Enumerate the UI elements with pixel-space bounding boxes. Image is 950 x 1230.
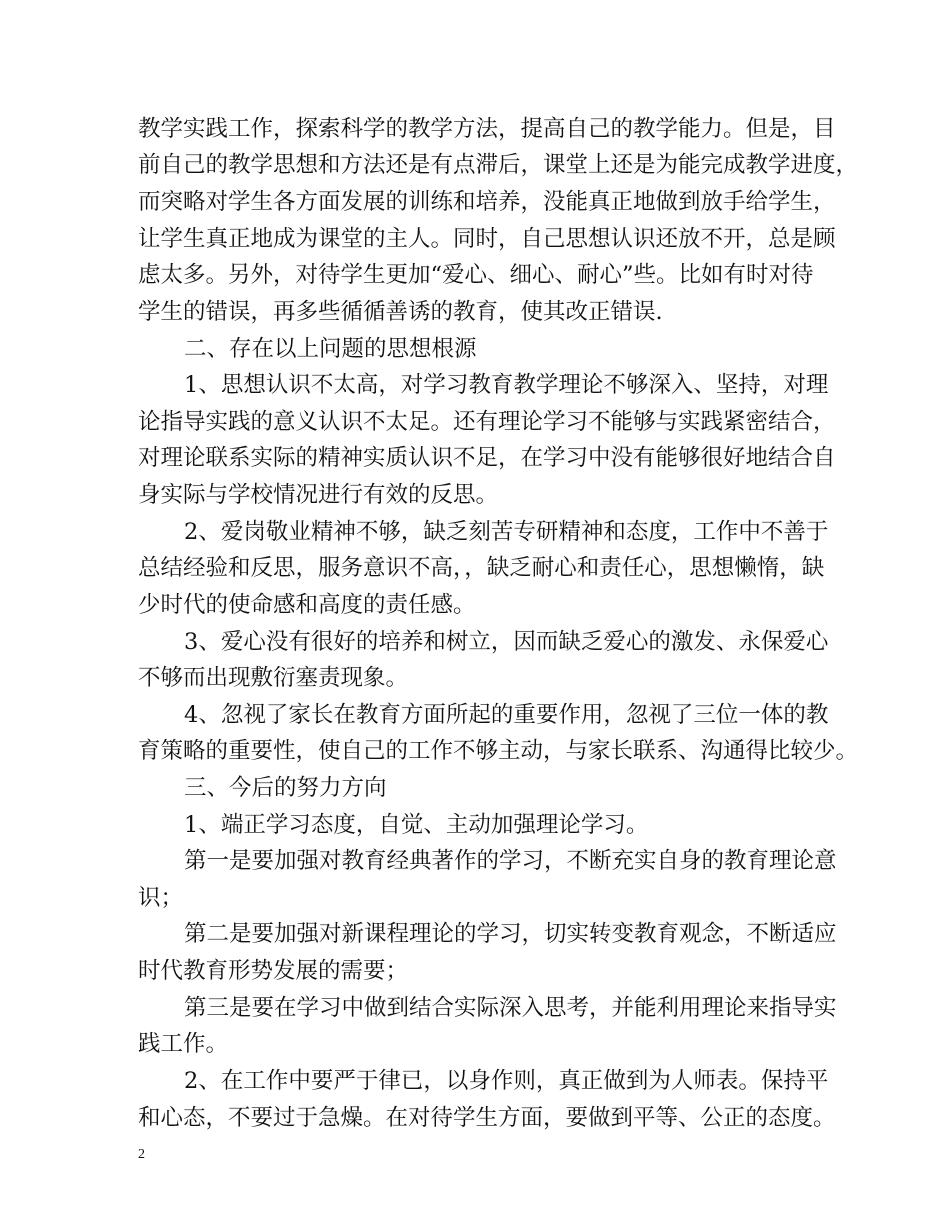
text-line: 践工作。 xyxy=(138,1031,229,1057)
text-line: 论指导实践的意义认识不太足。还有理论学习不能够与实践紧密结合， xyxy=(138,409,836,435)
text-line: 前自己的教学思想和方法还是有点滞后，课堂上还是为能完成教学进度， xyxy=(138,152,859,178)
text-line: 2、在工作中要严于律已，以身作则，真正做到为人师表。保持平 xyxy=(184,1068,829,1094)
text-line: 不够而出现敷衍塞责现象。 xyxy=(138,665,409,691)
text-line: 识； xyxy=(138,885,184,911)
text-line: 让学生真正地成为课堂的主人。同时，自己思想认识还放不开，总是顾 xyxy=(138,226,836,252)
text-line: 时代教育形势发展的需要； xyxy=(138,958,409,984)
page-number: 2 xyxy=(138,1147,145,1162)
text-line: 3、爱心没有很好的培养和树立，因而缺乏爱心的激发、永保爱心 xyxy=(184,629,829,655)
text-line: 育策略的重要性，使自己的工作不够主动，与家长联系、沟通得比较少。 xyxy=(138,738,859,764)
text-line: 身实际与学校情况进行有效的反思。 xyxy=(138,482,499,508)
text-line: 学生的错误，再多些循循善诱的教育，使其改正错误. xyxy=(138,299,663,325)
section-heading: 二、存在以上问题的思想根源 xyxy=(184,336,477,362)
text-line: 4、忽视了家长在教育方面所起的重要作用，忽视了三位一体的教 xyxy=(184,702,829,728)
text-line: 1、思想认识不太高，对学习教育教学理论不够深入、坚持，对理 xyxy=(184,372,829,398)
section-heading: 三、今后的努力方向 xyxy=(184,775,387,801)
text-line: 虑太多。另外，对待学生更加“爱心、细心、耐心”些。比如有时对待 xyxy=(138,262,814,288)
text-line: 而突略对学生各方面发展的训练和培养，没能真正地做到放手给学生， xyxy=(138,189,836,215)
text-line: 第二是要加强对新课程理论的学习，切实转变教育观念，不断适应 xyxy=(184,921,837,947)
text-line: 第一是要加强对教育经典著作的学习，不断充实自身的教育理论意 xyxy=(184,848,837,874)
text-line: 2、爱岗敬业精神不够，缺乏刻苦专研精神和态度，工作中不善于 xyxy=(184,519,829,545)
text-line: 1、端正学习态度，自觉、主动加强理论学习。 xyxy=(184,812,649,838)
text-line: 教学实践工作，探索科学的教学方法，提高自己的教学能力。但是，目 xyxy=(138,116,836,142)
text-line: 总结经验和反思，服务意识不高，，缺乏耐心和责任心，思想懒惰，缺 xyxy=(138,555,825,581)
text-line: 第三是要在学习中做到结合实际深入思考，并能利用理论来指导实 xyxy=(184,995,837,1021)
text-line: 对理论联系实际的精神实质认识不足，在学习中没有能够很好地结合自 xyxy=(138,445,836,471)
text-line: 和心态，不要过于急燥。在对待学生方面，要做到平等、公正的态度。 xyxy=(138,1105,836,1131)
text-line: 少时代的使命感和高度的责任感。 xyxy=(138,592,476,618)
